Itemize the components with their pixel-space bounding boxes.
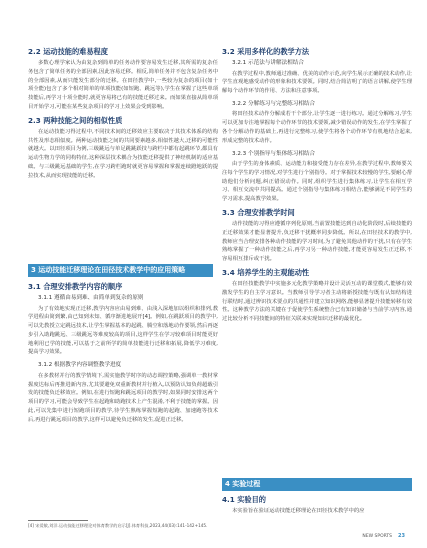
section-2-3-paragraph: 在运动技能习得过程中,不同技术间的迁移效应主要取决于其技术体系的结构共性及形态相似度。两种运动技能之间的共同要素越多,相似性越大,迁移的可能性就越大。以田径项目为例,三级跳远与单足跳跳跃技与跨栏中都有起跳环节,都具有运动生物力学的同构特征,这种深层技术耦合为技能迁移提供了神经机制的适应基础。与三级跳远基础的学生,在学习跨栏跑时就更容易掌握和掌握连续蹬地跃的提拉技术,从而实现技能的迁移。 xyxy=(28,128,218,179)
section-2-3-heading: 2.3 两种技能之间的相似性质 xyxy=(28,115,123,125)
section-3-2-1-paragraph: 在教学过程中,教师通过准确、优美的动作示范,向学生展示正确的技术动作,让学生直观地感受动作的形象和技术要领。同时,结合简洁明了的语言讲解,使学生理解每个动作环节的作用、方法和注意事项。 xyxy=(222,70,412,95)
section-2-2-paragraph: 多数心理学家认为由复杂到简单的任务动作要容易发生迁移,其所需的复杂任务包含了简单任务的全部因素,因此容易迁移。相反,简单任务并不包含复杂任务中的全部因素,从而只能发生部分的迁移。在田径教学中,一些较为复杂的项目(如十项全能)包含了多个相对简单的单项技能(如短跑、跳远等),学生在掌握了这些单项技能后,再学习十项全能时,就更容易将已有的技能迁移过来。而如果直接从简单项目开始学习,可能在某些复杂项目的学习上效果会受到影响。 xyxy=(28,60,218,110)
section-3-2-3-heading: 3.2.3 个别指导与集体练习相结合 xyxy=(232,150,316,157)
section-3-1-2-paragraph: 在多教材并行的教学情境下,需实施教学时序的动态调控策略,强调单一教材掌握度达标后再推进新内容,尤其要避免双重新教材并行植入,以预防认知负荷超载引发的技能负迁移效应。例如,在进行短跑和跳远项目的教学时,如果同时安排这两个项目的学习,可能会导致学生在起跑和助跑技术上产生混淆,不利于技能的掌握。因此,可以先集中进行短跑项目的教学,待学生熟练掌握短跑的起跑、加速跑等技术后,再进行跳远项目的教学,这样可以避免负迁移的发生,促进正迁移。 xyxy=(28,372,218,423)
section-4-banner: 4 实验过程 xyxy=(222,478,412,491)
section-4-1-heading: 4.1 实验目的 xyxy=(222,495,266,504)
section-3-1-2-heading: 3.1.2 根据教学内容调整教学进度 xyxy=(38,362,122,369)
journal-name: NEW SPORTS xyxy=(362,534,393,539)
section-3-1-1-paragraph: 为了有效地实现正迁移,教学内容应由易到难、由浅入深地加以组织和排列,教学进程由简到繁,由已知到未知、循序渐进地展开[4]。例如,在跳跃项目的教学中,可以先教授立定跳远技术,让学生掌握基本的起跳、腾空和落地动作要领,然后再逐步引入助跑跳远、三级跳远等难度较高的项目,这样学生在学习较难项目时能更好地利用已学的技能,可以基于之前所学的简单技能进行迁移和拓展,降低学习难度,提高学习效果。 xyxy=(28,305,218,356)
section-3-2-2-heading: 3.2.2 分解练习与完整练习相结合 xyxy=(232,100,316,107)
section-2-2-heading: 2.2 运动技能的难易程度 xyxy=(28,47,108,56)
right-column xyxy=(222,47,412,328)
section-3-2-heading: 3.2 采用多样化的教学方法 xyxy=(222,47,310,56)
left-column xyxy=(28,47,218,185)
left-column-lower xyxy=(28,282,218,429)
footnote-divider xyxy=(28,520,88,521)
section-3-3-heading: 3.3 合理安排教学时间 xyxy=(222,208,295,218)
section-3-2-2-paragraph: 将田径技术动作分解成若干个部分,让学生逐一进行练习。通过分解练习,学生可以更加专注地掌握每个动作环节的技术要领,减少错误动作的发生,在学生掌握了各个分解动作的基础上,再进行完整练习,使学生将各个动作环节有机地结合起来,形成完整的技术动作。 xyxy=(222,111,412,144)
section-3-3-paragraph: 动作技能的习得应遵循序列化原则,当前置技能达到自动化阶段时,后续技能的正迁移效果才能显著提升,负迁移干扰概率同步降低。所以,在田径技术的教学中,教师应当合理安排各种动作技能的学习时间,为了避免其他动作的干扰,只有在学生熟练掌握了一种动作技能之后,再学习另一种动作技能,才能更容易发生正迁移,不容易相互排斥或干扰。 xyxy=(222,221,412,263)
right-column-lower xyxy=(222,495,412,520)
section-4-1-paragraph: 本实验旨在验证运动技能迁移理论在田径技术教学中的应 xyxy=(232,508,365,514)
section-3-2-1-heading: 3.2.1 示范法与讲解法相结合 xyxy=(232,60,304,66)
section-3-banner: 3 运动技能迁移理论在田径技术教学中的应用策略 xyxy=(28,264,213,277)
page-number: 23 xyxy=(398,533,405,539)
section-3-1-heading: 3.1 合理安排教学内容的顺序 xyxy=(28,282,123,291)
section-3-4-heading: 3.4 培养学生的主观能动性 xyxy=(222,268,310,278)
section-3-1-1-heading: 3.1.1 遵循由易到难、由简单到复杂的原则 xyxy=(38,295,144,301)
section-3-2-3-paragraph: 由于学生的身体素质、运动能力和接受能力存在差异,在教学过程中,教师要关注每个学生的学习情况,对学生进行个别指导。对于掌握技术较慢的学生,要耐心帮助他们分析问题,纠正错误动作。同时,组织学生进行集体练习,让学生在相互学习、相互交流中共同提高。通过个别指导与集体练习相结合,能够满足不同学生的学习需求,提高教学效果。 xyxy=(222,161,412,203)
page-footer xyxy=(362,533,405,539)
footnote: [4] 宋爱敏,刘洋.运动技能迁移理论对体育教学的启示[J].体育科技,2023,44(03):141-142+145. xyxy=(28,523,208,528)
section-3-4-paragraph: 在田径技能教学中实施多元化教学策略并设计灵活互动的课堂模式,能够有效激发学生的自主学习意识。当教师引导学习者主动将新授技能与既有认知结构进行联结时,通过辨识技术要点的共通性并建立知识网络,能够显著提升技能转移有效性。这种教学方法的关键在于促使学生系统整合已有知识储备与当前学习内容,通过比较分析不同技能间的特征关联来实现知识迁移的最优化。 xyxy=(222,281,412,323)
